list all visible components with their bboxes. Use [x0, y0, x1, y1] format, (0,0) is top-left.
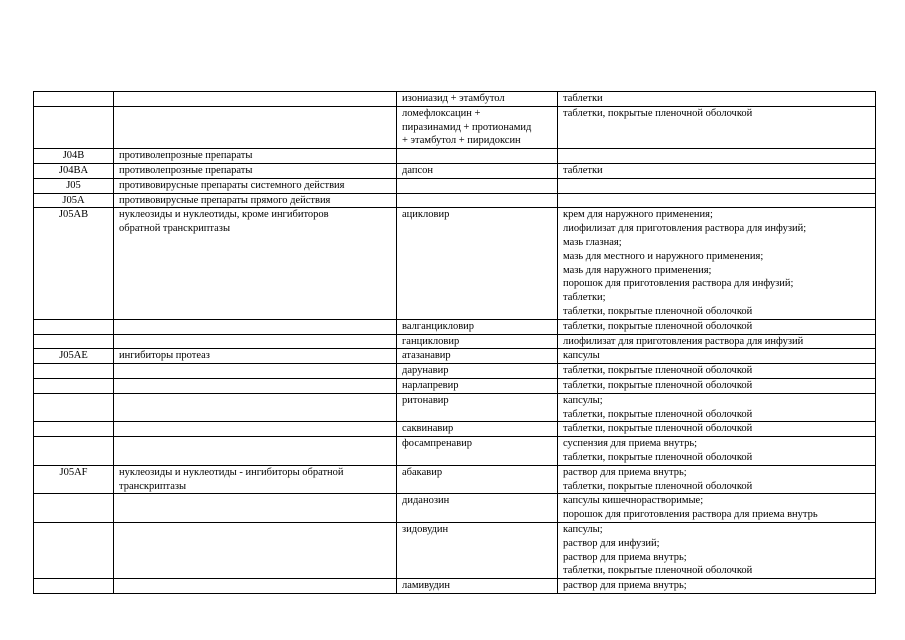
dosage-form-cell: таблетки, покрытые пленочной оболочкой: [558, 106, 876, 148]
table-row: [34, 334, 876, 349]
dosage-form-cell: капсулы: [558, 349, 876, 364]
table-row: [34, 106, 876, 148]
table-row: [34, 163, 876, 178]
drug-name-cell: дарунавир: [397, 364, 558, 379]
dosage-form-cell: капсулы кишечнорастворимые; порошок для приготовления раствора для приема внутрь: [558, 494, 876, 523]
dosage-form-cell: раствор для приема внутрь;: [558, 579, 876, 594]
table-row: [34, 208, 876, 319]
dosage-form-cell: таблетки: [558, 92, 876, 107]
drug-name-cell: валганцикловир: [397, 319, 558, 334]
atc-code-cell: [34, 494, 114, 523]
table-row: [34, 378, 876, 393]
group-name-cell: [114, 106, 397, 148]
table-row: [34, 579, 876, 594]
group-name-cell: [114, 522, 397, 578]
dosage-form-cell: лиофилизат для приготовления раствора для инфузий: [558, 334, 876, 349]
table-row: [34, 178, 876, 193]
dosage-form-cell: таблетки, покрытые пленочной оболочкой: [558, 378, 876, 393]
drug-name-cell: саквинавир: [397, 422, 558, 437]
drug-name-cell: [397, 149, 558, 164]
group-name-cell: [114, 422, 397, 437]
dosage-form-cell: таблетки: [558, 163, 876, 178]
table-row: [34, 364, 876, 379]
atc-code-cell: J05AE: [34, 349, 114, 364]
drug-name-cell: фосампренавир: [397, 437, 558, 466]
atc-code-cell: J05AF: [34, 465, 114, 494]
atc-code-cell: [34, 364, 114, 379]
drug-name-cell: абакавир: [397, 465, 558, 494]
drug-name-cell: ритонавир: [397, 393, 558, 422]
drug-name-cell: [397, 193, 558, 208]
atc-code-cell: [34, 92, 114, 107]
atc-code-cell: J04BA: [34, 163, 114, 178]
group-name-cell: противовирусные препараты прямого действия: [114, 193, 397, 208]
group-name-cell: [114, 92, 397, 107]
drug-table: [33, 91, 876, 594]
table-row: [34, 149, 876, 164]
table-row: [34, 92, 876, 107]
atc-code-cell: [34, 422, 114, 437]
atc-code-cell: J05A: [34, 193, 114, 208]
group-name-cell: [114, 437, 397, 466]
group-name-cell: [114, 319, 397, 334]
drug-name-cell: [397, 178, 558, 193]
dosage-form-cell: таблетки, покрытые пленочной оболочкой: [558, 422, 876, 437]
drug-name-cell: ацикловир: [397, 208, 558, 319]
dosage-form-cell: капсулы; таблетки, покрытые пленочной оболочкой: [558, 393, 876, 422]
drug-name-cell: дапсон: [397, 163, 558, 178]
atc-code-cell: [34, 334, 114, 349]
group-name-cell: нуклеозиды и нуклеотиды - ингибиторы обратной транскриптазы: [114, 465, 397, 494]
atc-code-cell: J05: [34, 178, 114, 193]
atc-code-cell: [34, 522, 114, 578]
drug-name-cell: диданозин: [397, 494, 558, 523]
group-name-cell: противолепрозные препараты: [114, 149, 397, 164]
group-name-cell: противолепрозные препараты: [114, 163, 397, 178]
group-name-cell: [114, 334, 397, 349]
table-row: [34, 319, 876, 334]
drug-name-cell: изониазид + этамбутол: [397, 92, 558, 107]
drug-name-cell: атазанавир: [397, 349, 558, 364]
table-row: [34, 193, 876, 208]
dosage-form-cell: суспензия для приема внутрь; таблетки, покрытые пленочной оболочкой: [558, 437, 876, 466]
dosage-form-cell: крем для наружного применения; лиофилизат для приготовления раствора для инфузий; мазь глазная; мазь для местного и наружного применения; мазь для наружного применения; порошок для приготовления раствора для инфузий; таблетки; таблетки, покрытые пленочной оболочкой: [558, 208, 876, 319]
dosage-form-cell: раствор для приема внутрь; таблетки, покрытые пленочной оболочкой: [558, 465, 876, 494]
drug-name-cell: ганцикловир: [397, 334, 558, 349]
group-name-cell: нуклеозиды и нуклеотиды, кроме ингибиторов обратной транскриптазы: [114, 208, 397, 319]
group-name-cell: [114, 494, 397, 523]
table-row: [34, 437, 876, 466]
atc-code-cell: [34, 437, 114, 466]
group-name-cell: [114, 364, 397, 379]
atc-code-cell: J04B: [34, 149, 114, 164]
group-name-cell: ингибиторы протеаз: [114, 349, 397, 364]
atc-code-cell: [34, 393, 114, 422]
drug-name-cell: ломефлоксацин + пиразинамид + протионамид + этамбутол + пиридоксин: [397, 106, 558, 148]
atc-code-cell: [34, 579, 114, 594]
group-name-cell: [114, 579, 397, 594]
table-row: [34, 522, 876, 578]
dosage-form-cell: [558, 178, 876, 193]
drug-name-cell: нарлапревир: [397, 378, 558, 393]
group-name-cell: [114, 393, 397, 422]
table-row: [34, 465, 876, 494]
table-row: [34, 422, 876, 437]
table-row: [34, 494, 876, 523]
dosage-form-cell: [558, 149, 876, 164]
table-row: [34, 349, 876, 364]
dosage-form-cell: капсулы; раствор для инфузий; раствор для приема внутрь; таблетки, покрытые пленочной оболочкой: [558, 522, 876, 578]
group-name-cell: противовирусные препараты системного действия: [114, 178, 397, 193]
drug-table-body: [34, 92, 876, 594]
drug-name-cell: зидовудин: [397, 522, 558, 578]
drug-name-cell: ламивудин: [397, 579, 558, 594]
dosage-form-cell: [558, 193, 876, 208]
atc-code-cell: [34, 319, 114, 334]
dosage-form-cell: таблетки, покрытые пленочной оболочкой: [558, 319, 876, 334]
table-row: [34, 393, 876, 422]
atc-code-cell: [34, 378, 114, 393]
group-name-cell: [114, 378, 397, 393]
atc-code-cell: J05AB: [34, 208, 114, 319]
atc-code-cell: [34, 106, 114, 148]
dosage-form-cell: таблетки, покрытые пленочной оболочкой: [558, 364, 876, 379]
